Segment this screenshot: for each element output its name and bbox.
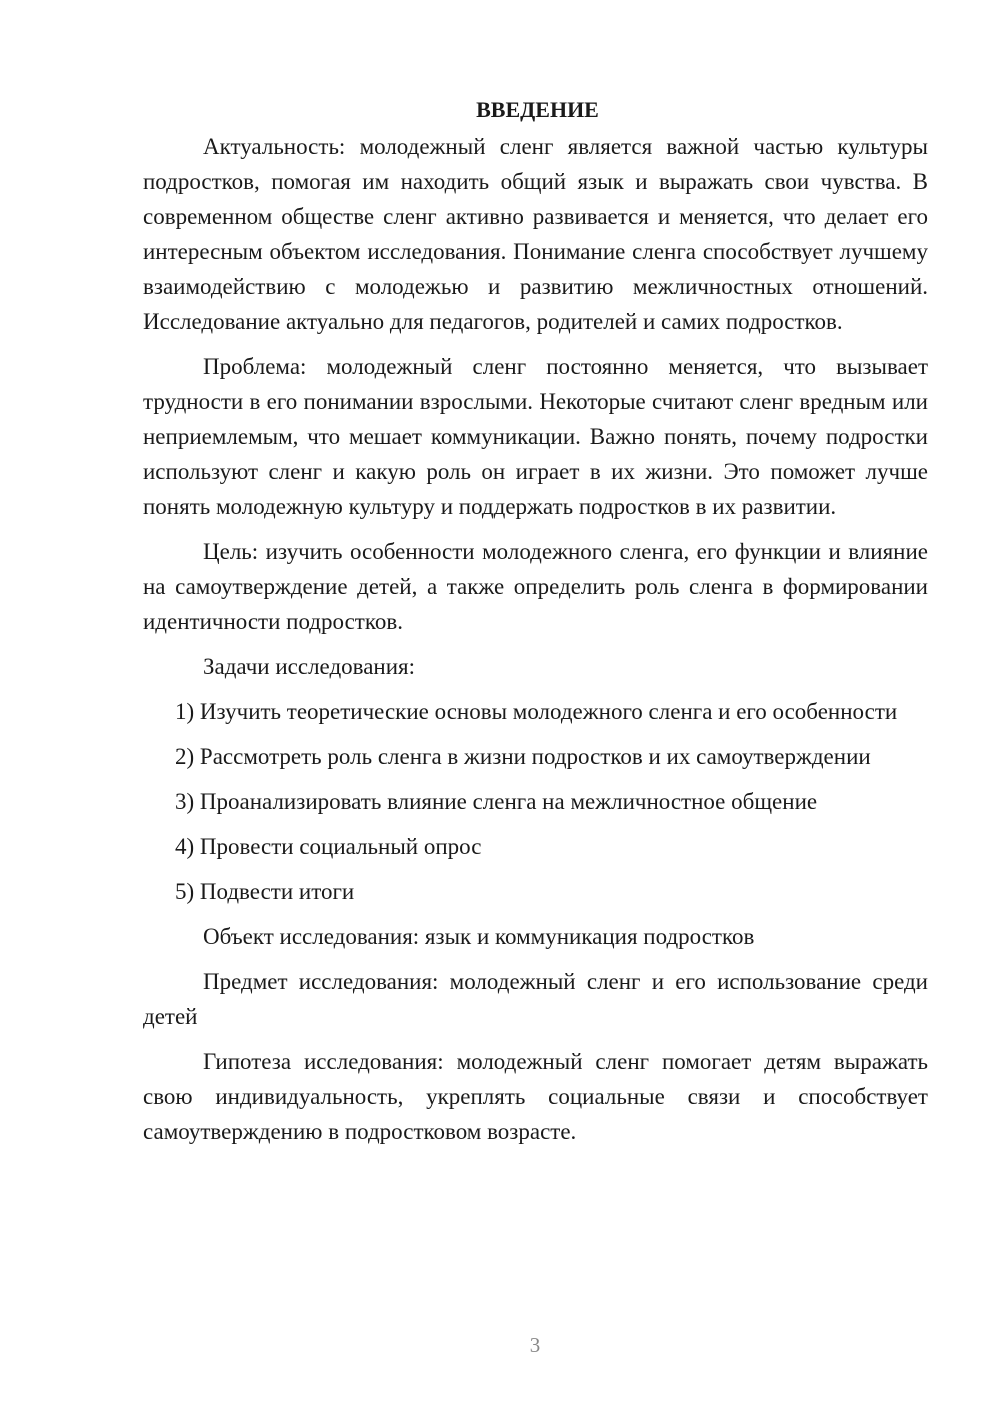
relevance-paragraph: Актуальность: молодежный сленг является важной частью культуры подростков, помогая им находить общий язык и выражать свои чувства. В современном обществе сленг активно развивается и меняется, что делает его интересным объектом исследования. Понимание сленга способствует лучшему взаимодействию с молодежью и развитию межличностных отношений. Исследование актуально для педагогов, родителей и самих подростков. bbox=[143, 134, 928, 334]
page-number: 3 bbox=[529, 1333, 541, 1357]
task-item: 5) Подвести итоги bbox=[175, 879, 355, 904]
problem-paragraph: Проблема: молодежный сленг постоянно меняется, что вызывает трудности в его понимании взрослыми. Некоторые считают сленг вредным или неприемлемым, что мешает коммуникации. Важно понять, почему подростки используют сленг и какую роль он играет в их жизни. Это поможет лучше понять молодежную культуру и поддержать подростков в их развитии. bbox=[143, 354, 928, 519]
tasks-heading: Задачи исследования: bbox=[203, 654, 416, 679]
tasks-list bbox=[143, 694, 928, 909]
page-title: ВВЕДЕНИЕ bbox=[476, 97, 599, 122]
task-item: 3) Проанализировать влияние сленга на межличностное общение bbox=[175, 789, 818, 814]
task-item: 4) Провести социальный опрос bbox=[175, 834, 482, 859]
hypothesis-paragraph: Гипотеза исследования: молодежный сленг помогает детям выражать свою индивидуальность, укреплять социальные связи и способствует самоутверждению в подростковом возрасте. bbox=[143, 1049, 928, 1144]
subject-paragraph: Предмет исследования: молодежный сленг и его использование среди детей bbox=[143, 969, 928, 1029]
document-page bbox=[143, 92, 928, 1159]
goal-paragraph: Цель: изучить особенности молодежного сленга, его функции и влияние на самоутверждение детей, а также определить роль сленга в формировании идентичности подростков. bbox=[143, 539, 928, 634]
task-item: 1) Изучить теоретические основы молодежного сленга и его особенности bbox=[175, 699, 898, 724]
object-paragraph: Объект исследования: язык и коммуникация подростков bbox=[203, 924, 755, 949]
task-item: 2) Рассмотреть роль сленга в жизни подростков и их самоутверждении bbox=[175, 744, 871, 769]
